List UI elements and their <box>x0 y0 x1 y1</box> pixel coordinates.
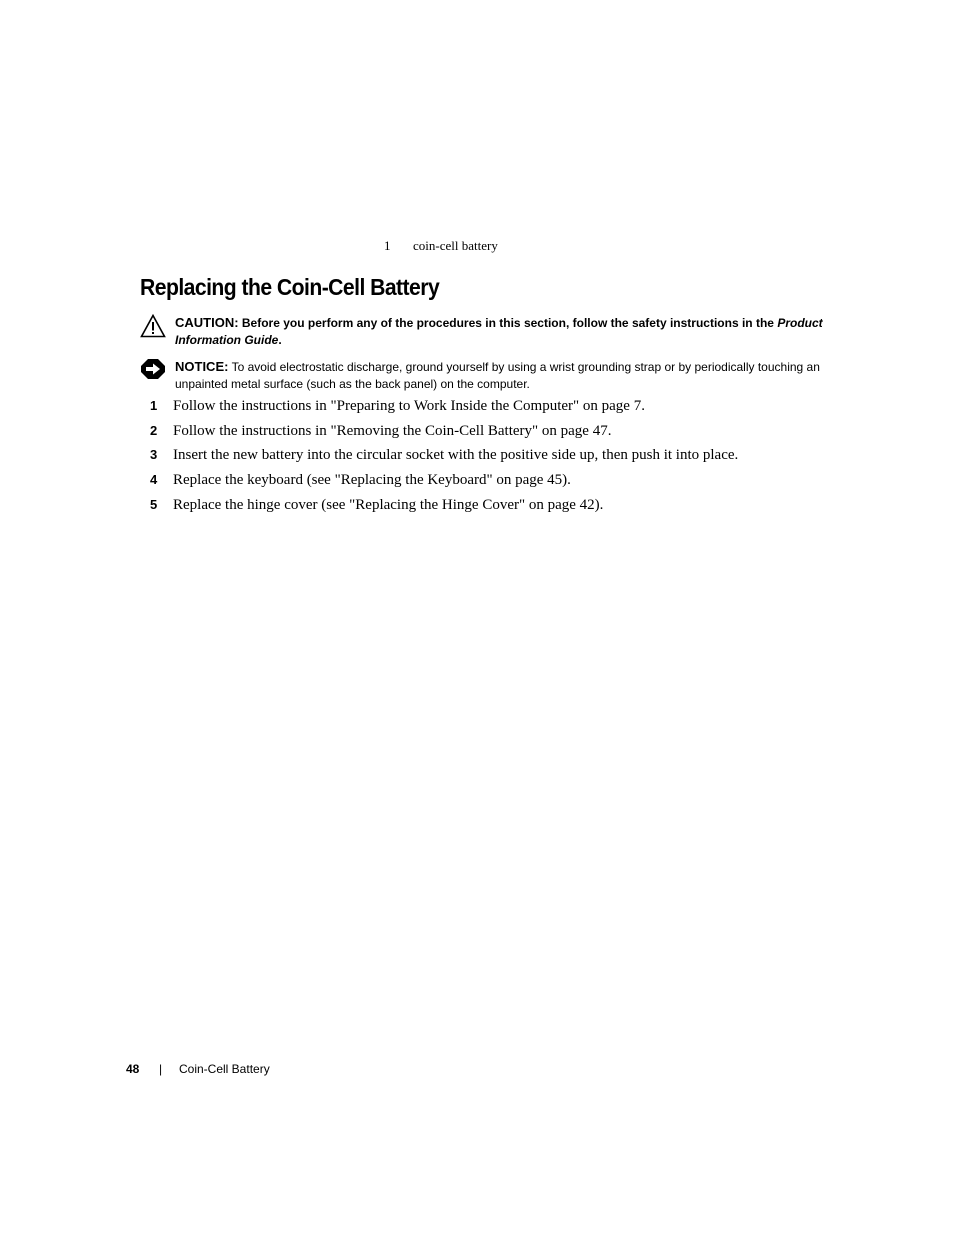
notice-label: NOTICE: <box>175 359 229 374</box>
callout-number: 1 <box>384 238 391 253</box>
step-number: 4 <box>150 472 158 488</box>
section-heading: Replacing the Coin-Cell Battery <box>140 274 440 300</box>
step-text: Follow the instructions in "Removing the Coin-Cell Battery" on page 47. <box>173 422 612 439</box>
notice-note <box>140 358 830 393</box>
step-text: Follow the instructions in "Preparing to Work Inside the Computer" on page 7. <box>173 398 645 414</box>
footer-chapter: Coin-Cell Battery <box>179 1062 270 1076</box>
figure-callout <box>384 238 498 254</box>
warning-triangle-icon <box>140 314 166 338</box>
step-text: Replace the hinge cover (see "Replacing the Hinge Cover" on page 42). <box>173 496 604 513</box>
notice-text: To avoid electrostatic discharge, ground yourself by using a wrist grounding strap or by periodically touching an unpainted metal surface (such as the back panel) on the computer. <box>175 360 820 391</box>
step-number: 2 <box>150 422 158 438</box>
step-text: Replace the keyboard (see "Replacing the Keyboard" on page 45). <box>173 472 571 489</box>
caution-note <box>140 314 830 349</box>
page-number: 48 <box>126 1062 140 1076</box>
step-text: Insert the new battery into the circular socket with the positive side up, then push it into place. <box>173 447 739 464</box>
page-footer <box>126 1062 270 1076</box>
step-number: 3 <box>150 447 158 463</box>
step-item <box>150 423 870 448</box>
caution-label: CAUTION: <box>175 315 239 330</box>
caution-end: . <box>278 333 282 347</box>
step-number: 1 <box>150 398 158 413</box>
notice-arrow-icon <box>140 357 166 381</box>
step-item <box>150 497 870 522</box>
step-number: 5 <box>150 496 158 512</box>
callout-label: coin-cell battery <box>413 238 498 253</box>
caution-text: Before you perform any of the procedures in this section, follow the safety instructions in the <box>241 316 774 330</box>
procedure-steps <box>150 398 870 521</box>
step-item <box>150 447 870 472</box>
step-item <box>150 398 870 423</box>
footer-separator: | <box>159 1062 163 1076</box>
caution-guide-title: Product Information Guide <box>175 316 823 347</box>
step-item <box>150 472 870 497</box>
